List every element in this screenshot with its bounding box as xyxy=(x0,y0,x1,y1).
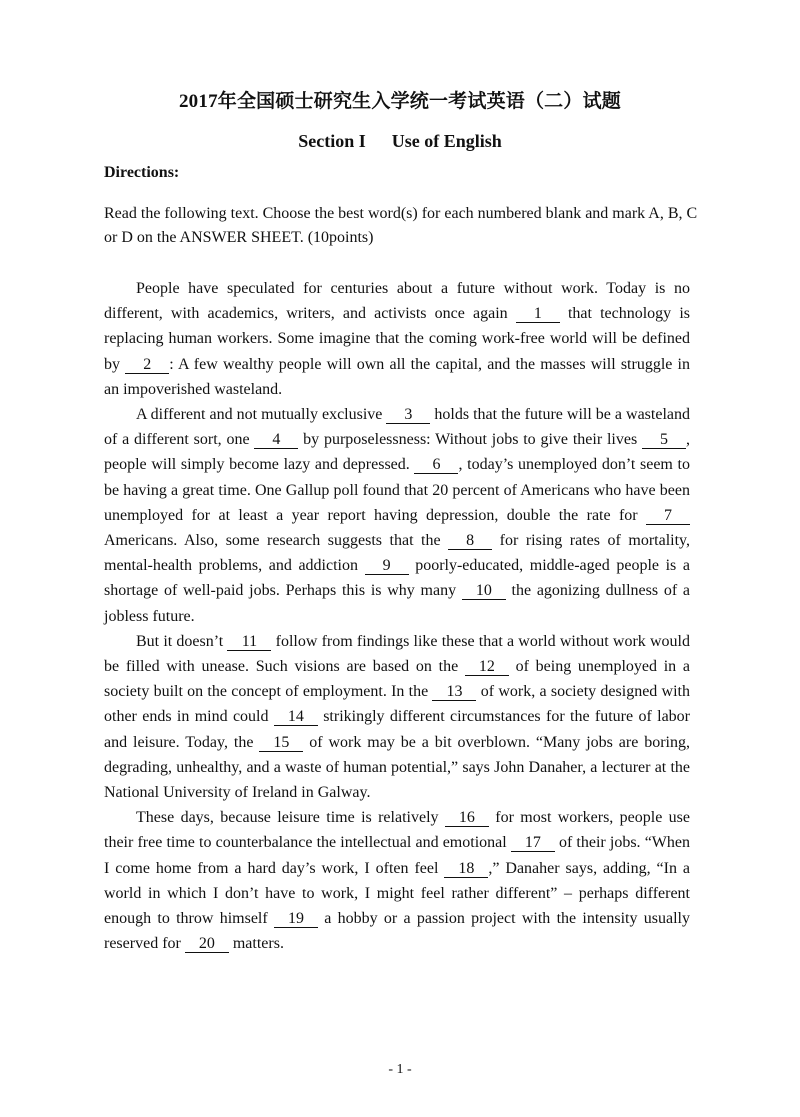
passage-text: : A few wealthy people will own all the capital, and the masses will struggle in an impoverished wasteland. xyxy=(104,355,690,398)
passage-text: ,” Danaher says, adding, “In a world in which I don’t have to work, I might feel rather different” – perhaps different enough to throw himself xyxy=(104,859,690,928)
passage-text: Americans. Also, some research suggests that the xyxy=(104,532,449,550)
instructions-text: Read the following text. Choose the best word(s) for each numbered blank and mark A, B, C or D on the ANSWER SHEET. (10points) xyxy=(104,205,698,246)
page-title: 2017年全国硕士研究生入学统一考试英语（二）试题 xyxy=(178,91,621,112)
blank-20: 20 xyxy=(185,936,229,953)
cloze-passage xyxy=(104,276,690,956)
passage-text: matters. xyxy=(228,935,284,953)
passage-text: the agonizing dullness of a jobless future. xyxy=(104,582,691,625)
passage-text: by purposelessness: Without jobs to give their lives xyxy=(298,431,642,449)
passage-paragraph xyxy=(104,629,690,805)
passage-text: strikingly different circumstances for the future of labor and leisure. Today, the xyxy=(104,708,691,751)
blank-6: 6 xyxy=(414,457,458,474)
passage-text: for most workers, people use their free time to counterbalance the intellectual and emotional xyxy=(104,809,690,852)
blank-4: 4 xyxy=(254,432,298,449)
blank-18: 18 xyxy=(444,861,488,878)
blank-15: 15 xyxy=(259,735,303,752)
blank-17: 17 xyxy=(511,835,555,852)
passage-text: follow from findings like these that a world without work would be filled with unease. Such visions are based on the xyxy=(104,632,690,676)
passage-text: that technology is replacing human workers. Some imagine that the coming work-free world will be defined by xyxy=(104,305,690,373)
section-name: Use of English xyxy=(391,131,502,151)
blank-1: 1 xyxy=(516,306,560,323)
passage-text: holds that the future will be a wasteland of a different sort, one xyxy=(104,406,691,449)
blank-7: 7 xyxy=(646,508,690,525)
passage-text: of work, a society designed with other ends in mind could xyxy=(104,683,691,726)
passage-text: These days, because leisure time is relatively xyxy=(136,809,445,827)
blank-14: 14 xyxy=(274,709,318,726)
passage-text: People have speculated for centuries about a future without work. Today is no different, with academics, writers, and activists once again xyxy=(104,280,690,323)
passage-paragraph xyxy=(104,276,690,402)
blank-9: 9 xyxy=(365,558,409,575)
passage-text: for rising rates of mortality, mental-health problems, and addiction xyxy=(104,532,691,575)
blank-16: 16 xyxy=(445,810,489,827)
passage-text: , today’s unemployed don’t seem to be having a great time. One Gallup poll found that 20 percent of Americans who have been unemployed for at least a year report having depression, double the rate for xyxy=(104,456,690,524)
blank-13: 13 xyxy=(432,684,476,701)
blank-10: 10 xyxy=(462,583,506,600)
passage-text: , people will simply become lazy and depressed. xyxy=(104,431,690,474)
passage-text: of work may be a bit overblown. “Many jobs are boring, degrading, unhealthy, and a waste of human potential,” says John Danaher, a lecturer at the National University of Ireland in Galway. xyxy=(104,733,691,802)
directions-label: Directions: xyxy=(104,164,180,181)
section-number: Section I xyxy=(298,131,366,151)
passage-paragraph xyxy=(104,805,690,956)
blank-5: 5 xyxy=(642,432,686,449)
passage-text: of being unemployed in a society built on the concept of employment. In the xyxy=(104,658,690,701)
passage-text: A different and not mutually exclusive xyxy=(136,406,387,424)
section-heading xyxy=(0,131,800,152)
blank-3: 3 xyxy=(386,407,430,424)
blank-12: 12 xyxy=(465,659,509,676)
blank-2: 2 xyxy=(125,357,169,374)
passage-text: But it doesn’t xyxy=(136,632,228,650)
passage-text: a hobby or a passion project with the intensity usually reserved for xyxy=(104,910,690,953)
passage-text: poorly-educated, middle-aged people is a shortage of well-paid jobs. Perhaps this is why many xyxy=(104,557,690,600)
blank-19: 19 xyxy=(274,911,318,928)
passage-paragraph xyxy=(104,402,690,629)
page-number: - 1 - xyxy=(388,1062,412,1077)
blank-11: 11 xyxy=(227,634,271,651)
blank-8: 8 xyxy=(448,533,492,550)
passage-text: of their jobs. “When I come home from a hard day’s work, I often feel xyxy=(104,834,690,877)
